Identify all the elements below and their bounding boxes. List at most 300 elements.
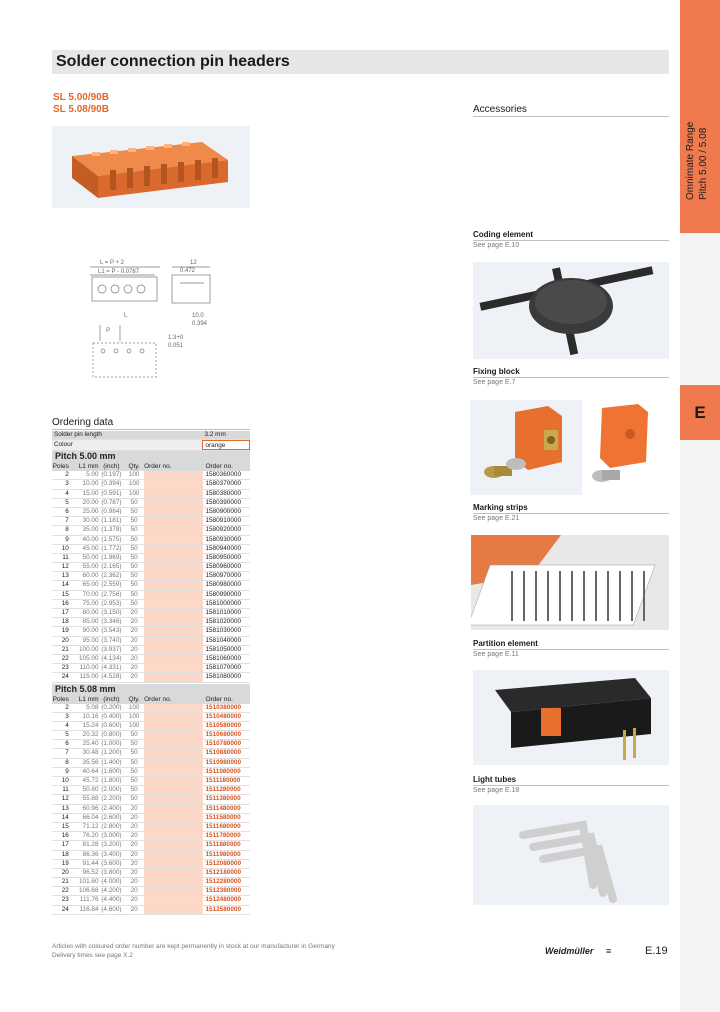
table-cell: 96.52 — [82, 868, 99, 876]
table-cell: 20 — [130, 804, 138, 812]
table-cell: 65.00 — [82, 581, 99, 589]
table-row — [52, 499, 250, 508]
table-cell: 60.00 — [82, 572, 99, 580]
table-cell[interactable] — [144, 673, 203, 681]
pitch-508-header — [52, 695, 250, 704]
table-cell: 110.00 — [79, 664, 99, 672]
table-cell: 10.16 — [82, 712, 99, 720]
order-number: 1512380000 — [205, 887, 241, 895]
table-row — [52, 508, 250, 517]
column-header: L1 mm — [78, 695, 99, 703]
table-cell[interactable] — [144, 795, 203, 803]
table-cell[interactable] — [144, 600, 203, 608]
table-cell[interactable] — [144, 740, 203, 748]
table-row — [52, 563, 250, 572]
table-cell: (2.953) — [101, 599, 122, 607]
order-number: 1580390000 — [205, 498, 241, 506]
order-number: 1580930000 — [205, 535, 241, 543]
table-cell: 5.08 — [86, 703, 99, 711]
table-cell: 14 — [61, 813, 69, 821]
order-number: 1580960000 — [205, 563, 241, 571]
table-cell[interactable] — [144, 768, 203, 776]
table-row — [52, 480, 250, 489]
table-cell: (0.984) — [101, 507, 122, 515]
table-cell: 50 — [130, 599, 138, 607]
table-row — [52, 704, 250, 713]
table-row — [52, 471, 250, 480]
column-header: Poles — [52, 463, 69, 471]
table-cell[interactable] — [144, 554, 203, 562]
table-cell: (3.800) — [101, 868, 122, 876]
table-cell: (4.000) — [101, 878, 122, 886]
table-cell[interactable] — [144, 896, 203, 904]
table-cell[interactable] — [144, 646, 203, 654]
table-row — [52, 637, 250, 646]
order-number: 1580990000 — [205, 590, 241, 598]
table-cell[interactable] — [144, 572, 203, 580]
table-cell: 106.68 — [78, 887, 99, 895]
footer-line2: Delivery times see page X.2 — [52, 952, 133, 959]
table-row — [52, 786, 250, 795]
table-cell: 30.00 — [82, 517, 99, 525]
table-cell: (3.937) — [101, 645, 122, 653]
table-cell: (4.600) — [101, 905, 122, 913]
table-cell: 5 — [65, 731, 69, 739]
table-cell: 95.00 — [82, 636, 99, 644]
footer-line1: Articles with coloured order number are kept permanently in stock at our manufacturer in Germany — [52, 943, 335, 950]
table-cell: 100 — [128, 489, 140, 497]
table-cell: 50 — [130, 795, 138, 803]
table-cell[interactable] — [144, 563, 203, 571]
table-row — [52, 600, 250, 609]
table-row — [52, 860, 250, 869]
order-number: 1512080000 — [205, 859, 241, 867]
table-row — [52, 722, 250, 731]
table-row — [52, 777, 250, 786]
order-number: 1511380000 — [205, 795, 241, 803]
table-cell[interactable] — [144, 869, 203, 877]
table-cell[interactable] — [144, 906, 203, 914]
table-row — [52, 851, 250, 860]
table-cell[interactable] — [144, 814, 203, 822]
table-cell[interactable] — [144, 805, 203, 813]
fixing-block-photo — [470, 400, 670, 495]
table-cell[interactable] — [144, 704, 203, 712]
table-cell: 20 — [130, 664, 138, 672]
table-row — [52, 795, 250, 804]
table-cell: (3.600) — [101, 859, 122, 867]
table-cell: 50 — [130, 731, 138, 739]
info-value: 3.2 mm — [204, 431, 226, 438]
table-row — [52, 841, 250, 850]
table-cell: 50.00 — [82, 553, 99, 561]
dim-12: 12 — [190, 260, 197, 266]
table-cell: 16 — [61, 599, 69, 607]
table-cell: 50 — [130, 517, 138, 525]
table-cell[interactable] — [144, 887, 203, 895]
table-cell: 20 — [61, 868, 69, 876]
table-row — [52, 749, 250, 758]
table-cell: 20 — [130, 609, 138, 616]
table-cell: (4.200) — [101, 887, 122, 895]
table-row — [52, 740, 250, 749]
table-cell: 20 — [130, 813, 138, 821]
table-cell: 116.84 — [79, 905, 99, 913]
order-number: 1510680000 — [205, 731, 241, 739]
order-number: 1580940000 — [205, 544, 241, 552]
table-cell: (2.800) — [101, 822, 122, 830]
order-number: 1511880000 — [205, 841, 241, 849]
order-number: 1580370000 — [205, 480, 241, 488]
table-cell: (0.600) — [101, 721, 122, 729]
order-number: 1510980000 — [205, 758, 241, 766]
table-cell: (1.181) — [101, 517, 122, 525]
table-row — [52, 655, 250, 664]
table-row — [52, 627, 250, 636]
table-cell: 10 — [61, 777, 69, 784]
dim-0051: 0.051 — [168, 343, 184, 349]
table-cell[interactable] — [144, 637, 203, 645]
table-cell: (1.200) — [101, 749, 122, 757]
table-cell: 80.00 — [82, 609, 99, 616]
table-cell: 60.96 — [82, 804, 99, 812]
table-cell[interactable] — [144, 749, 203, 757]
table-cell[interactable] — [144, 832, 203, 840]
table-cell[interactable] — [144, 545, 203, 553]
table-cell[interactable] — [144, 517, 203, 525]
dim-0472: 0.472 — [180, 268, 196, 274]
accessory-partition-see: See page E.11 — [473, 651, 519, 658]
order-number: 1580380000 — [205, 489, 241, 497]
table-cell: 50 — [130, 553, 138, 561]
table-cell: (1.800) — [101, 777, 122, 784]
table-cell: (0.200) — [101, 703, 122, 711]
table-cell[interactable] — [144, 536, 203, 544]
table-cell: 81.28 — [82, 841, 99, 849]
accessory-fixing-see: See page E.7 — [473, 379, 516, 386]
table-cell[interactable] — [144, 860, 203, 868]
table-cell[interactable] — [144, 609, 203, 617]
order-number: 1511280000 — [205, 786, 241, 794]
table-cell: 4 — [65, 489, 69, 497]
order-number: 1580910000 — [205, 517, 241, 525]
order-number: 1511080000 — [205, 767, 241, 775]
table-cell: 3 — [65, 480, 69, 488]
table-cell: 115.00 — [79, 673, 99, 681]
table-cell: 50 — [130, 758, 138, 766]
table-cell: (2.165) — [101, 563, 122, 571]
table-row — [52, 814, 250, 823]
table-cell: 17 — [61, 609, 69, 616]
order-number: 1581080000 — [205, 673, 241, 681]
table-cell: 90.00 — [82, 627, 99, 635]
table-cell[interactable] — [144, 480, 203, 488]
order-number: 1511780000 — [205, 832, 241, 840]
table-cell: (3.740) — [101, 636, 122, 644]
table-cell: 3 — [65, 712, 69, 720]
table-cell: 18 — [61, 618, 69, 626]
table-row — [52, 759, 250, 768]
table-row — [52, 490, 250, 499]
table-cell[interactable] — [144, 731, 203, 739]
order-number: 1581000000 — [205, 599, 241, 607]
table-cell[interactable] — [144, 713, 203, 721]
table-cell[interactable] — [144, 526, 203, 534]
table-cell: (3.346) — [101, 618, 122, 626]
table-row — [52, 609, 250, 618]
table-cell: (2.362) — [101, 572, 122, 580]
table-cell: (1.400) — [101, 758, 122, 766]
table-cell: (0.800) — [101, 731, 122, 739]
table-cell[interactable] — [144, 664, 203, 672]
table-cell: 100.00 — [78, 645, 99, 653]
order-number: 1581070000 — [205, 664, 241, 672]
info-row-pin-length — [52, 431, 250, 440]
table-cell[interactable] — [144, 841, 203, 849]
table-cell: 14 — [61, 581, 69, 589]
table-cell: 17 — [61, 841, 69, 849]
table-cell: 35.56 — [82, 758, 99, 766]
table-cell: (1.772) — [101, 544, 122, 552]
table-cell: (4.528) — [101, 673, 122, 681]
table-cell: (1.000) — [101, 740, 122, 748]
table-cell: 20 — [130, 896, 138, 904]
table-cell: 20 — [130, 832, 138, 840]
order-number: 1511480000 — [205, 804, 241, 812]
order-number: 1511980000 — [205, 850, 241, 858]
order-number: 1580920000 — [205, 526, 241, 534]
brand-mark-icon: ≡ — [606, 946, 612, 956]
table-cell: 20 — [130, 627, 138, 635]
ordering-table — [52, 431, 250, 915]
table-row — [52, 572, 250, 581]
column-header: Order no. — [205, 695, 233, 703]
table-cell: (2.756) — [101, 590, 122, 598]
table-cell: 101.60 — [78, 878, 99, 886]
table-cell: 85.00 — [82, 618, 99, 626]
table-cell: 15 — [61, 822, 69, 830]
dim-100: 10.0 — [192, 313, 204, 319]
table-cell[interactable] — [144, 823, 203, 831]
table-cell: (1.575) — [101, 535, 122, 543]
table-cell: 50 — [130, 526, 138, 534]
table-cell: 25.00 — [82, 507, 99, 515]
table-cell: 7 — [65, 517, 69, 525]
table-cell: 24 — [61, 673, 69, 681]
table-cell: 86.36 — [82, 850, 99, 858]
table-cell: 20.00 — [82, 498, 99, 506]
column-header: Order no. — [144, 695, 172, 703]
table-cell: 21 — [61, 645, 69, 653]
table-cell: (4.134) — [101, 654, 122, 662]
table-cell: 15.00 — [82, 489, 99, 497]
table-cell: 12 — [61, 795, 69, 803]
order-number: 1510780000 — [205, 740, 241, 748]
table-cell: 8 — [65, 526, 69, 534]
technical-drawing — [80, 255, 230, 380]
order-number: 1512180000 — [205, 868, 241, 876]
table-cell: (3.000) — [101, 832, 122, 840]
table-cell: (2.200) — [101, 795, 122, 803]
table-cell: (3.543) — [101, 627, 122, 635]
table-row — [52, 832, 250, 841]
dim-l: L = P + 2 — [100, 260, 125, 266]
order-number: 1581030000 — [205, 627, 241, 635]
table-cell[interactable] — [144, 878, 203, 886]
order-number: 1581010000 — [205, 609, 241, 616]
info-label: Colour — [54, 441, 73, 449]
order-number: 1580980000 — [205, 581, 241, 589]
accessory-light-see: See page E.18 — [473, 787, 520, 794]
table-cell[interactable] — [144, 851, 203, 859]
table-row — [52, 878, 250, 887]
table-cell: 111.76 — [79, 896, 99, 904]
pitch-508-rows — [52, 704, 250, 915]
table-cell: 20 — [61, 636, 69, 644]
pitch-500-rows — [52, 471, 250, 682]
table-row — [52, 887, 250, 896]
partition-element-photo — [473, 670, 669, 765]
order-number: 1512480000 — [205, 896, 241, 904]
column-header: L1 mm — [78, 463, 99, 471]
table-row — [52, 906, 250, 915]
table-cell[interactable] — [144, 655, 203, 663]
table-cell: 6 — [65, 740, 69, 748]
order-number: 1511180000 — [205, 777, 241, 784]
light-tubes-photo — [473, 805, 669, 905]
table-cell: (2.000) — [101, 786, 122, 794]
table-cell[interactable] — [144, 508, 203, 516]
table-cell: (0.394) — [101, 480, 122, 488]
table-cell: 19 — [61, 627, 69, 635]
table-cell: (3.150) — [101, 609, 122, 616]
table-row — [52, 823, 250, 832]
table-cell: 40.00 — [82, 535, 99, 543]
table-row — [52, 805, 250, 814]
table-cell[interactable] — [144, 627, 203, 635]
side-range-line1: Omnimate Range — [685, 121, 696, 200]
table-cell: 50 — [130, 572, 138, 580]
table-cell: 22 — [61, 654, 69, 662]
dim-l-bottom: L — [124, 313, 128, 319]
table-row — [52, 731, 250, 740]
table-cell: 2 — [65, 703, 69, 711]
table-cell: 9 — [65, 767, 69, 775]
table-cell: 20 — [130, 618, 138, 626]
table-cell: 45.00 — [82, 544, 99, 552]
order-number: 1510380000 — [205, 703, 241, 711]
table-cell: 30.48 — [82, 749, 99, 757]
table-cell: (2.400) — [101, 804, 122, 812]
table-cell: 55.00 — [82, 563, 99, 571]
table-cell: 20 — [130, 859, 138, 867]
footer-note — [52, 942, 412, 960]
table-row — [52, 673, 250, 682]
table-cell: 20 — [130, 878, 138, 886]
dim-13: 1.3+0 — [168, 335, 184, 341]
order-number: 1580950000 — [205, 553, 241, 561]
table-cell: 11 — [62, 553, 69, 561]
table-cell: 6 — [65, 507, 69, 515]
accessories-heading: Accessories — [473, 104, 669, 117]
table-row — [52, 526, 250, 535]
table-cell: 70.00 — [82, 590, 99, 598]
table-cell: 9 — [65, 535, 69, 543]
order-number: 1581020000 — [205, 618, 241, 626]
order-number: 1511580000 — [205, 813, 241, 821]
table-cell: 24 — [61, 905, 69, 913]
table-cell[interactable] — [144, 722, 203, 730]
table-cell[interactable] — [144, 786, 203, 794]
table-cell[interactable] — [144, 759, 203, 767]
table-cell: 4 — [65, 721, 69, 729]
table-cell: 20 — [130, 887, 138, 895]
table-cell[interactable] — [144, 490, 203, 498]
table-cell: 20 — [130, 636, 138, 644]
column-header: Order no. — [205, 463, 233, 471]
table-cell: 16 — [61, 832, 69, 840]
product-line2: SL 5.08/90B — [53, 104, 109, 115]
accessory-light-tubes: Light tubes — [473, 775, 669, 786]
table-cell: 20 — [130, 868, 138, 876]
table-cell: 100 — [128, 721, 140, 729]
table-cell: 23 — [61, 664, 69, 672]
table-cell: 75.00 — [82, 599, 99, 607]
table-cell: 25.40 — [82, 740, 99, 748]
table-cell: 66.04 — [82, 813, 99, 821]
table-cell: 5.00 — [86, 471, 99, 479]
side-range-line2: Pitch 5.00 / 5.08 — [698, 127, 709, 200]
table-cell[interactable] — [144, 471, 203, 479]
table-cell: (0.787) — [101, 498, 122, 506]
table-row — [52, 646, 250, 655]
table-row — [52, 554, 250, 563]
accessory-marking-see: See page E.21 — [473, 515, 520, 522]
table-cell[interactable] — [144, 499, 203, 507]
column-header: Order no. — [144, 463, 172, 471]
order-number: 1510480000 — [205, 712, 241, 720]
table-cell[interactable] — [144, 618, 203, 626]
table-cell[interactable] — [144, 777, 203, 785]
info-value: orange — [202, 440, 250, 450]
table-cell: 50 — [130, 544, 138, 552]
table-cell: (2.600) — [101, 813, 122, 821]
order-number: 1581050000 — [205, 645, 241, 653]
table-row — [52, 664, 250, 673]
table-cell: 8 — [65, 758, 69, 766]
table-cell: (4.331) — [101, 664, 122, 672]
table-row — [52, 618, 250, 627]
table-cell: 2 — [65, 471, 69, 479]
table-cell: (2.559) — [101, 581, 122, 589]
order-number: 1512280000 — [205, 878, 241, 886]
table-cell: 5 — [65, 498, 69, 506]
column-header: Qty. — [128, 695, 140, 703]
table-cell: 10.00 — [82, 480, 99, 488]
order-number: 1580900000 — [205, 507, 241, 515]
table-row — [52, 591, 250, 600]
table-cell: 50 — [130, 786, 138, 794]
table-row — [52, 545, 250, 554]
table-cell: 15.24 — [82, 721, 99, 729]
table-cell[interactable] — [144, 591, 203, 599]
table-cell: 50.80 — [82, 786, 99, 794]
product-photo — [52, 126, 250, 208]
table-cell: (1.378) — [101, 526, 122, 534]
table-cell: 50 — [130, 767, 138, 775]
table-cell[interactable] — [144, 581, 203, 589]
table-cell: 11 — [62, 786, 69, 794]
